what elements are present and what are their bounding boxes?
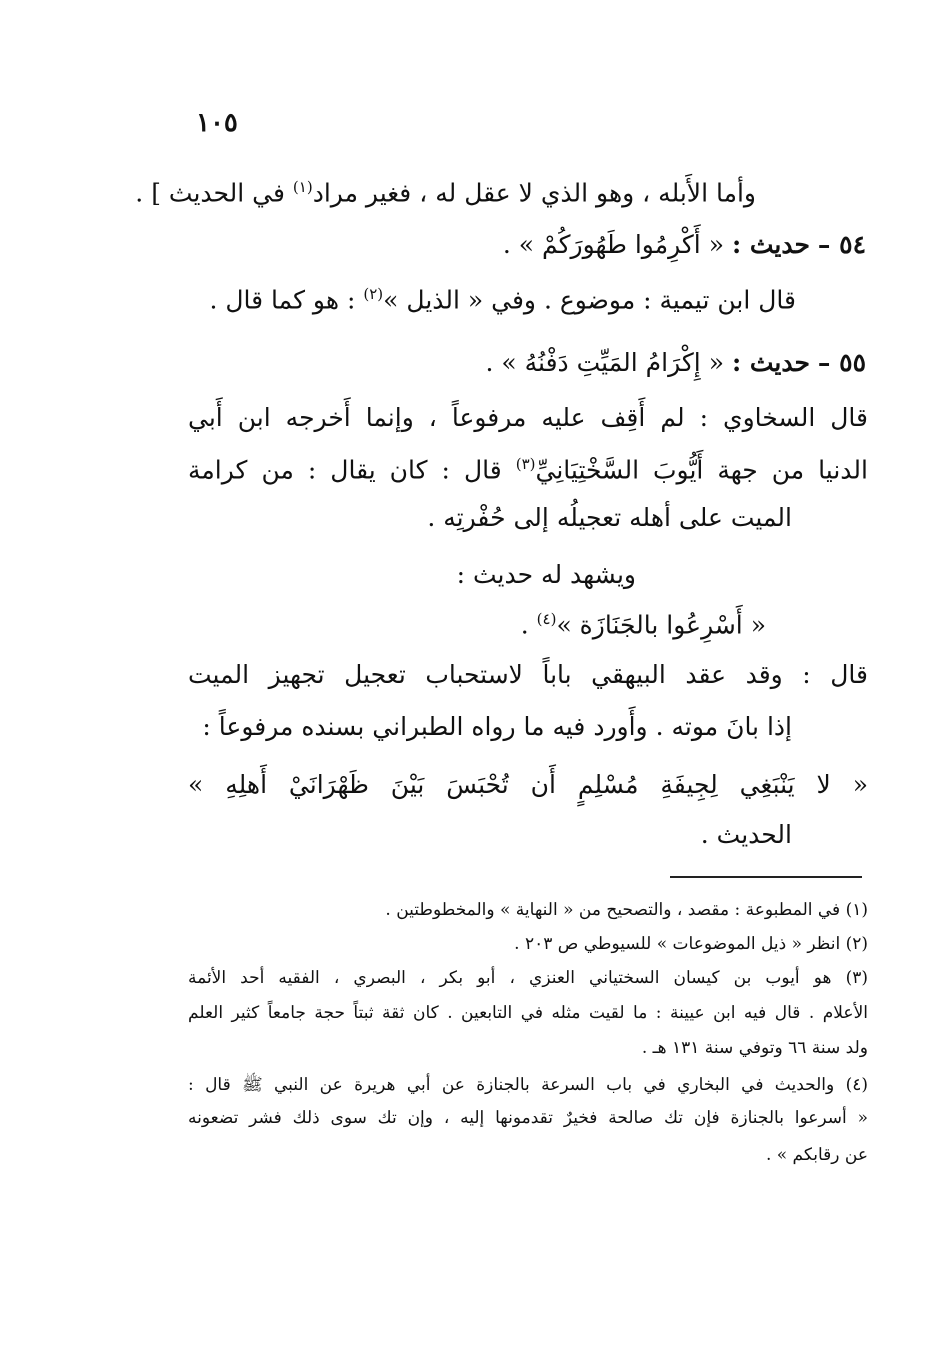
text-line-5 bbox=[188, 403, 868, 432]
hadith-55-heading bbox=[166, 348, 866, 377]
text-line-6 bbox=[188, 455, 868, 484]
footnote-1: (١) في المطبوعة : مقصد ، والتصحيح من « النهاية » والمخطوطتين . bbox=[385, 900, 868, 920]
text-segment: قال : وقد عقد البيهقي باباً لاستحباب تعجيل تجهيز الميت bbox=[188, 660, 868, 689]
text-line-10 bbox=[188, 660, 868, 689]
text-segment: قال : كان يقال : من كرامة bbox=[188, 455, 502, 485]
footnote-2: (٢) انظر « ذيل الموضوعات » للسيوطي ص ٢٠٣ . bbox=[514, 934, 868, 954]
page-number: ١٠٥ bbox=[196, 108, 238, 138]
text-line-12 bbox=[188, 770, 868, 799]
text-line-7 bbox=[192, 503, 792, 532]
footnote-ref-2: (٢) bbox=[363, 285, 384, 303]
footnote-3-line-2: الأعلام . قال فيه ابن عيينة : ما لقيت مثله في التابعين . كان ثقة ثبتاً حجة جامعاً كثير العلم bbox=[188, 1003, 868, 1023]
hadith-label: حديث : bbox=[731, 230, 810, 259]
footnote-4-line-3: عن رقابكم » . bbox=[765, 1145, 868, 1165]
text-line-11 bbox=[192, 712, 792, 741]
hadith-quote: « لا يَنْبَغِي لِجِيفَةِ مُسْلِمٍ أَن تُحْبَسَ بَيْنَ ظَهْرَانَيْ أَهلِهِ » bbox=[188, 770, 868, 799]
text-line-1 bbox=[76, 178, 756, 207]
text-line-13 bbox=[492, 820, 792, 849]
text-segment: قال ابن تيمية : موضوع . وفي « الذيل » bbox=[383, 285, 796, 315]
text-segment: الدنيا من جهة أَيُّوبَ السَّخْتِيَانِيِّ bbox=[535, 455, 868, 485]
footnote-separator bbox=[670, 876, 862, 878]
hadith-label: حديث : bbox=[731, 348, 810, 377]
hadith-text: « أَكْرِمُوا طَهُورَكُمْ » . bbox=[502, 230, 724, 259]
footnote-4-line-2: « أسرعوا بالجنازة فإن تك صالحة فخيرٌ تقدمونها إليه ، وإن تك سوى ذلك فشر تضعونه bbox=[188, 1108, 868, 1128]
text-line-3 bbox=[156, 285, 796, 314]
text-segment: . bbox=[520, 610, 529, 640]
footnote-ref-4: (٤) bbox=[536, 610, 557, 628]
hadith-number: ٥٤ – bbox=[817, 230, 866, 259]
text-segment: الميت على أهله تعجيلُه إلى حُفْرتِه . bbox=[427, 503, 792, 532]
text-segment: إذا بانَ موته . وأَورد فيه ما رواه الطبراني بسنده مرفوعاً : bbox=[202, 712, 792, 741]
text-segment: قال السخاوي : لم أَقِف عليه مرفوعاً ، وإنما أَخرجه ابن أَبي bbox=[188, 403, 868, 432]
text-segment: في الحديث ] . bbox=[135, 178, 285, 208]
hadith-number: ٥٥ – bbox=[817, 348, 866, 377]
hadith-text: « إِكْرَامُ المَيِّتِ دَفْنُهُ » . bbox=[485, 348, 724, 377]
text-segment: « أَسْرِعُوا بالجَنَازَة » bbox=[556, 610, 766, 640]
footnote-ref-1: (١) bbox=[292, 178, 313, 196]
text-segment: وأما الأَبله ، وهو الذي لا عقل له ، فغير مراد bbox=[312, 178, 756, 208]
footnote-4-line-1: (٤) والحديث في البخاري في باب السرعة بالجنازة عن أبي هريرة عن النبي ﷺ قال : bbox=[188, 1075, 868, 1095]
footnote-3-line-1: (٣) هو أيوب بن كيسان السختياني العنزي ، أبو بكر ، البصري ، الفقيه أحد الأئمة bbox=[188, 968, 868, 988]
text-segment: ويشهد له حديث : bbox=[456, 560, 636, 589]
text-segment: الحديث . bbox=[700, 820, 792, 849]
text-segment: : هو كما قال . bbox=[209, 285, 356, 315]
hadith-54-heading bbox=[166, 230, 866, 259]
text-line-9 bbox=[366, 610, 766, 639]
text-line-8 bbox=[236, 560, 636, 589]
footnote-3-line-3: ولد سنة ٦٦ وتوفي سنة ١٣١ هـ . bbox=[641, 1038, 868, 1058]
footnote-ref-3: (٣) bbox=[515, 455, 536, 473]
